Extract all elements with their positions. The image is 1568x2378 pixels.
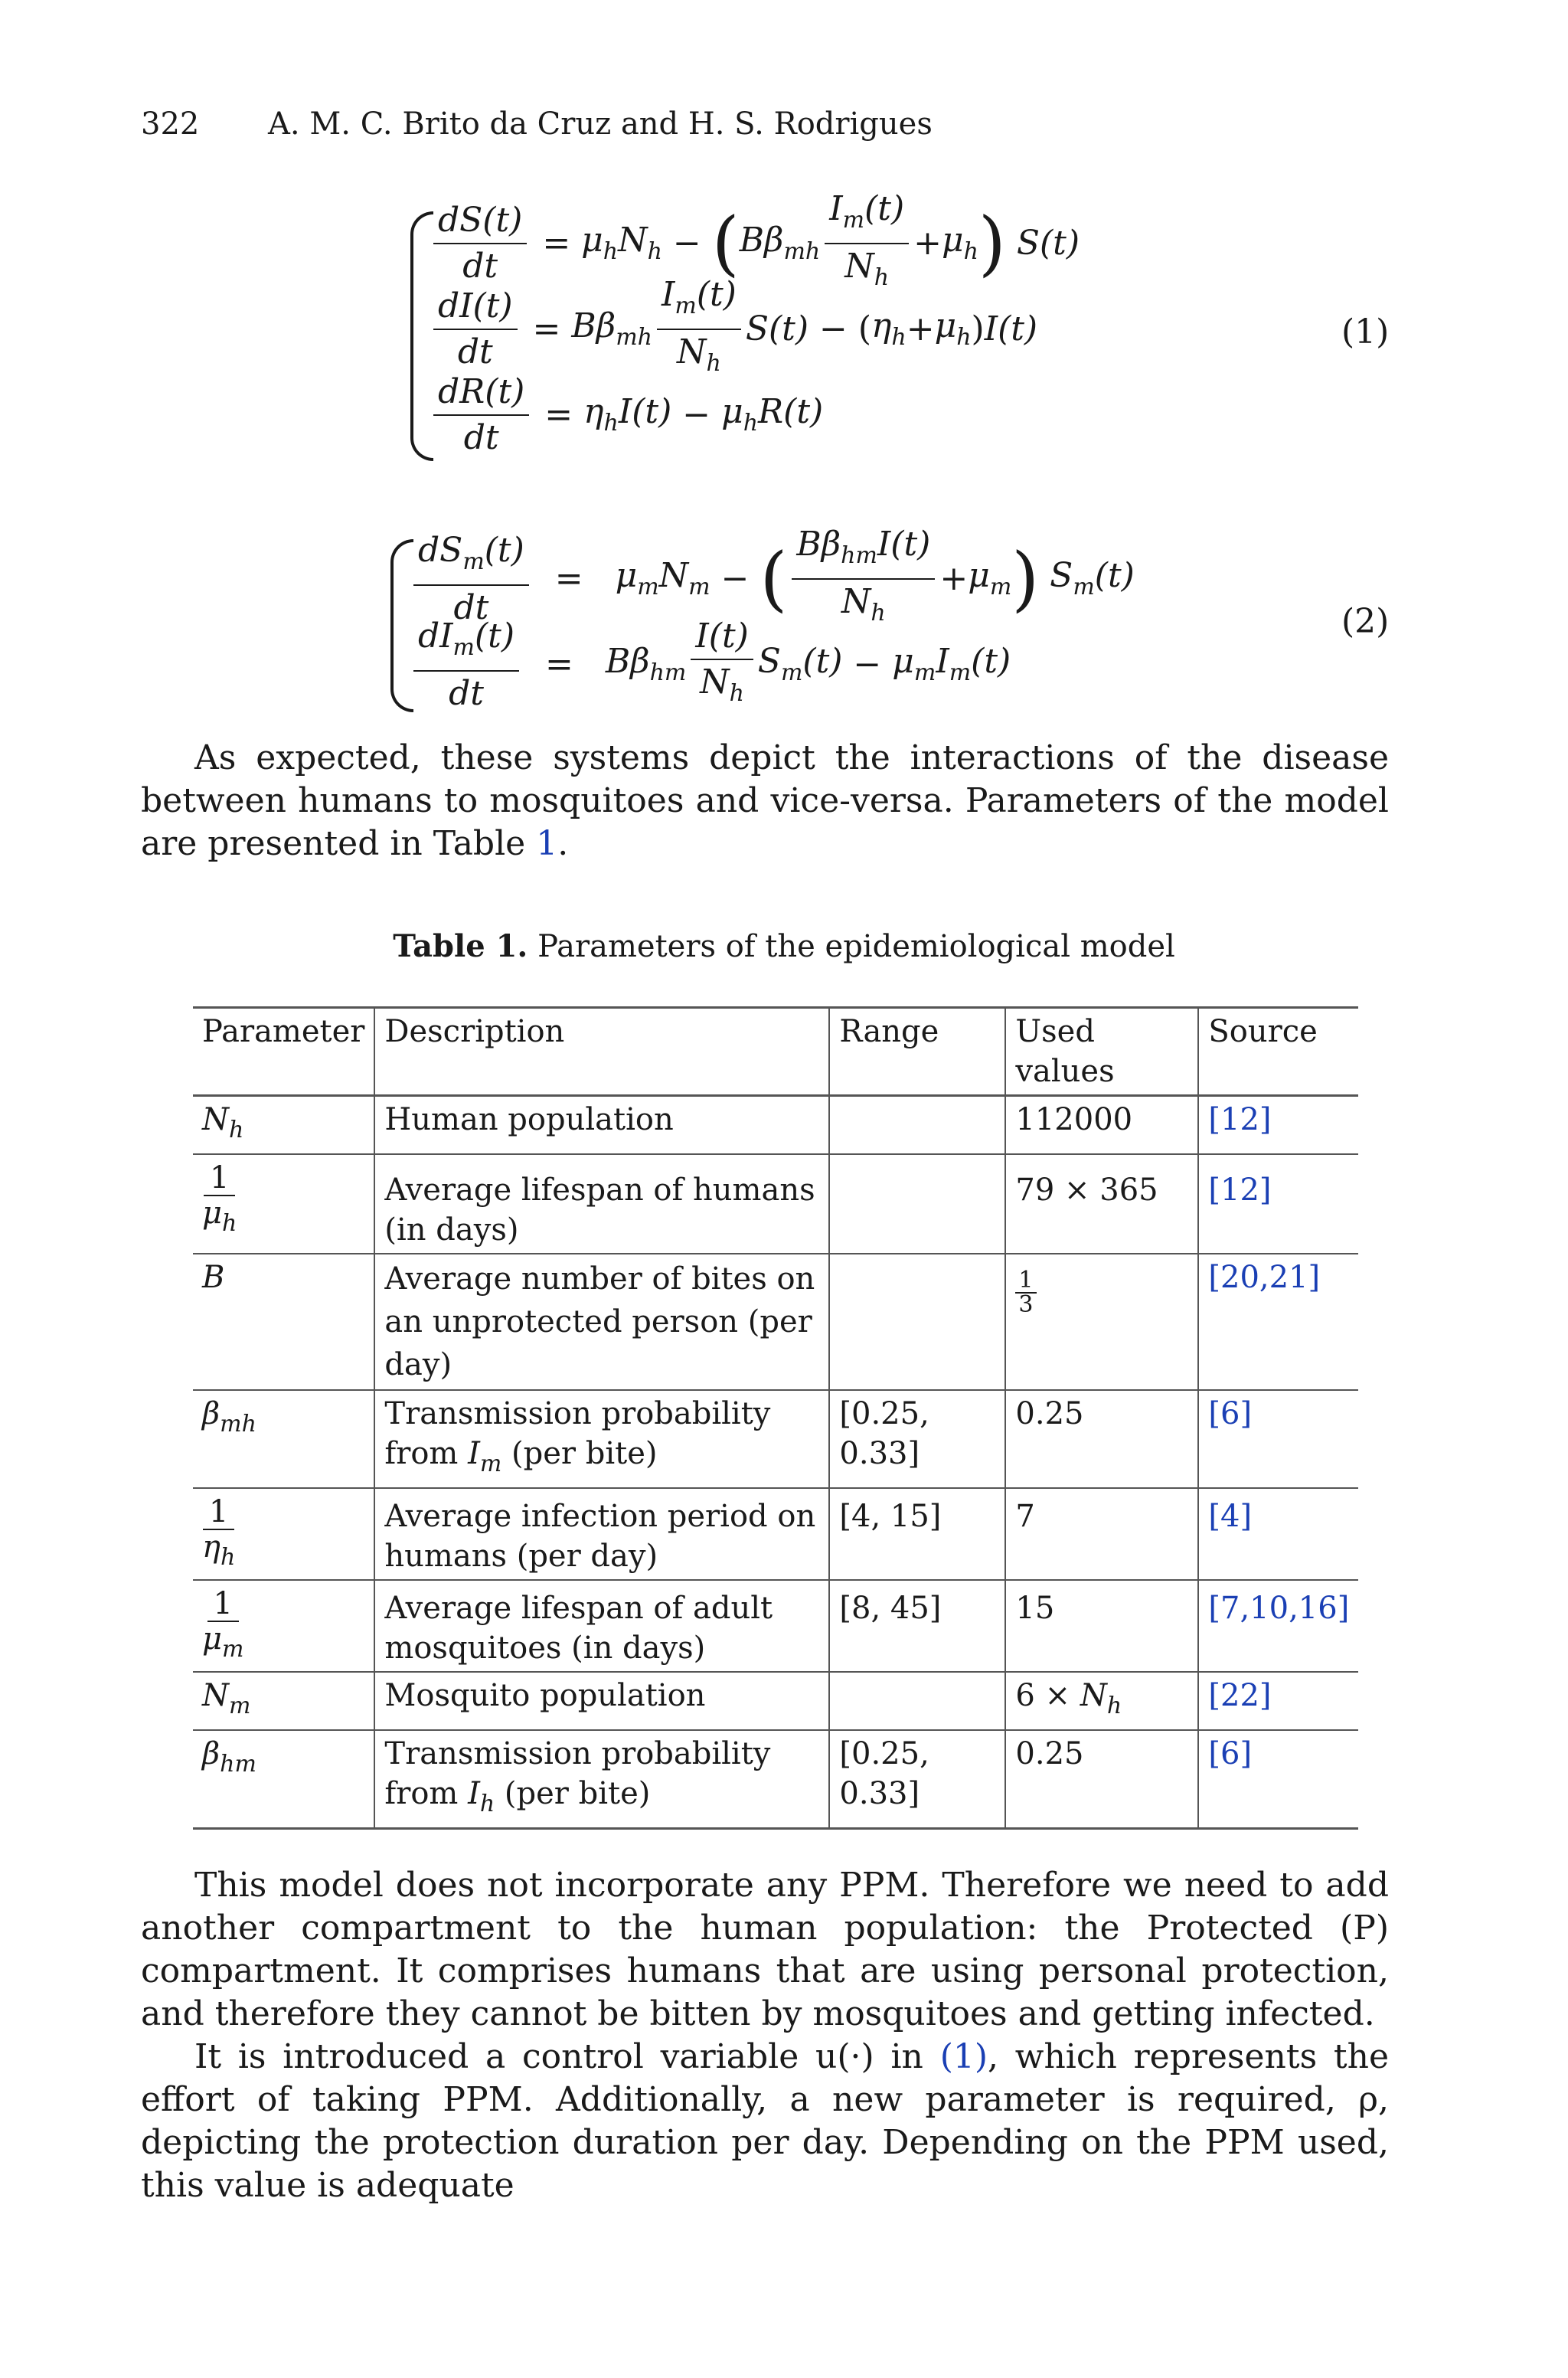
source-cell[interactable]: [6] xyxy=(1198,1730,1358,1829)
parameters-table xyxy=(193,1006,1358,1830)
range-cell: [0.25, 0.33] xyxy=(829,1730,1005,1829)
table-row xyxy=(193,1672,1358,1730)
one-third-fraction: $\frac{1}{3}$ xyxy=(1015,1269,1036,1317)
table-caption xyxy=(0,928,1568,964)
header-parameter: Parameter xyxy=(193,1008,374,1096)
paragraph-1-text: As expected, these systems depict the interactions of the disease between humans to mosquitoes and vice-versa. Parameters of the model are presented in Table xyxy=(141,738,1389,863)
table-row xyxy=(193,1096,1358,1155)
table-row xyxy=(193,1488,1358,1580)
source-cell[interactable]: [22] xyxy=(1198,1672,1358,1730)
equation-2 xyxy=(409,525,1135,713)
source-cell[interactable]: [12] xyxy=(1198,1096,1358,1155)
table-caption-label: Table 1. xyxy=(393,928,528,964)
param-cell: B xyxy=(193,1254,374,1390)
table-row xyxy=(193,1390,1358,1488)
description-cell: Mosquito population xyxy=(374,1672,829,1730)
value-cell: 0.25 xyxy=(1005,1730,1198,1829)
source-cell[interactable]: [20,21] xyxy=(1198,1254,1358,1390)
equation-1-link[interactable]: (1) xyxy=(939,2037,988,2076)
source-cell[interactable]: [7,10,16] xyxy=(1198,1580,1358,1672)
table-caption-text: Parameters of the epidemiological model xyxy=(537,929,1175,964)
paragraph-3-text-a: It is introduced a control variable u(·) in xyxy=(194,2037,923,2076)
table-row xyxy=(193,1730,1358,1829)
range-cell: [0.25, 0.33] xyxy=(829,1390,1005,1488)
paragraph-2-text: This model does not incorporate any PPM. Therefore we need to add another compartment to the human population: the Protected (P) compartment. It comprises humans that are using personal protection, and therefore they cannot be bitten by mosquitoes and getting infected. xyxy=(141,1866,1389,2033)
running-head xyxy=(141,106,933,142)
value-cell: $6 \times N_h$ xyxy=(1005,1672,1198,1730)
value-cell: 79 × 365 xyxy=(1005,1154,1198,1254)
description-cell: Average infection period on humans (per day) xyxy=(374,1488,829,1580)
source-cell[interactable]: [6] xyxy=(1198,1390,1358,1488)
source-cell[interactable]: [12] xyxy=(1198,1154,1358,1254)
table-header-row xyxy=(193,1008,1358,1096)
page-number: 322 xyxy=(141,106,200,142)
table-row xyxy=(193,1580,1358,1672)
range-cell xyxy=(829,1096,1005,1155)
param-cell: $\frac{1}{\mu_h}$ xyxy=(193,1154,374,1254)
paragraph-3-text-b: , which represents the effort of taking PPM. Additionally, a new parameter is required, ρ, depicting the protection duration per day. Depending on the PPM used, this value is adequate xyxy=(141,2037,1389,2205)
param-cell: $N_h$ xyxy=(193,1096,374,1155)
param-cell: $\frac{1}{\mu_m}$ xyxy=(193,1580,374,1672)
author-line: A. M. C. Brito da Cruz and H. S. Rodrigues xyxy=(268,106,933,142)
value-cell: 0.25 xyxy=(1005,1390,1198,1488)
equation-1-row-1: $\frac{dS(t)}{dt}$ = $\mu_hN_h$ − ( $B\beta_{mh}$ $\frac{I_m(t)}{N_h}$ + $\mu_h$ ) S(t) xyxy=(429,201,1080,286)
param-cell: $\beta_{hm}$ xyxy=(193,1730,374,1829)
range-cell: [4, 15] xyxy=(829,1488,1005,1580)
description-cell: Average lifespan of adult mosquitoes (in days) xyxy=(374,1580,829,1672)
value-cell: 15 xyxy=(1005,1580,1198,1672)
param-cell: $\beta_{mh}$ xyxy=(193,1390,374,1488)
header-used-values: Used values xyxy=(1005,1008,1198,1096)
equation-1-number: (1) xyxy=(1341,312,1390,352)
range-cell xyxy=(829,1672,1005,1730)
paragraph-2 xyxy=(141,1864,1389,2036)
paragraph-3 xyxy=(141,2036,1389,2207)
equation-2-row-2: $\frac{dI_m(t)}{dt}$ = $B\beta_{hm}$ $\frac{I(t)}{N_h}$ $S_m(t)$ − $\mu_mI_m(t)$ xyxy=(409,622,1135,708)
table-row xyxy=(193,1154,1358,1254)
table-row xyxy=(193,1254,1358,1390)
header-range: Range xyxy=(829,1008,1005,1096)
value-cell xyxy=(1005,1254,1198,1390)
equation-2-number: (2) xyxy=(1341,602,1390,641)
value-cell: 112000 xyxy=(1005,1096,1198,1155)
param-cell: $N_m$ xyxy=(193,1672,374,1730)
value-cell: 7 xyxy=(1005,1488,1198,1580)
range-cell xyxy=(829,1254,1005,1390)
description-cell: Average lifespan of humans (in days) xyxy=(374,1154,829,1254)
equation-1 xyxy=(429,189,1080,458)
description-cell: Transmission probability from $I_m$ (per bite) xyxy=(374,1390,829,1488)
header-description: Description xyxy=(374,1008,829,1096)
equation-2-row-1: $\frac{dS_m(t)}{dt}$ = $\mu_mN_m$ − ( $\frac{B\beta_{hm}I(t)}{N_h}$ + $\mu_m$ ) $S_m(t)$ xyxy=(409,536,1135,622)
table-1-link[interactable]: 1 xyxy=(536,824,558,863)
paragraph-1: As expected, these systems depict the interactions of the disease between humans to mosquitoes and vice-versa. Parameters of the model are presented in Table 1. xyxy=(141,738,1389,863)
description-cell: Average number of bites on an unprotected person (per day) xyxy=(374,1254,829,1390)
source-cell[interactable]: [4] xyxy=(1198,1488,1358,1580)
description-cell: Human population xyxy=(374,1096,829,1155)
header-source: Source xyxy=(1198,1008,1358,1096)
range-cell: [8, 45] xyxy=(829,1580,1005,1672)
param-cell: $\frac{1}{\eta_h}$ xyxy=(193,1488,374,1580)
equation-1-row-2: $\frac{dI(t)}{dt}$ = $B\beta_{mh}$ $\frac{I_m(t)}{N_h}$ S(t) − ( $\eta_h$ + $\mu_h$ ) I(t) xyxy=(429,286,1080,372)
description-cell: Transmission probability from $I_h$ (per bite) xyxy=(374,1730,829,1829)
range-cell xyxy=(829,1154,1005,1254)
equation-1-row-3: $\frac{dR(t)}{dt}$ = $\eta_hI(t)$ − $\mu_hR(t)$ xyxy=(429,372,1080,458)
